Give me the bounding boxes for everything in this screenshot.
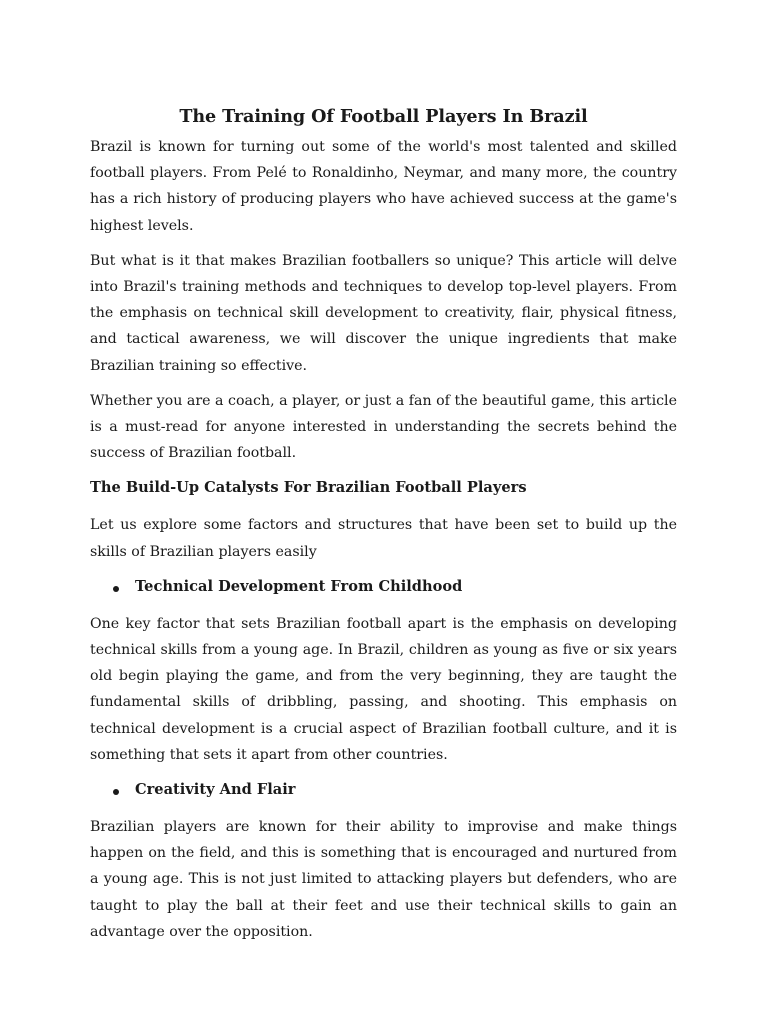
intro-paragraph-1: Brazil is known for turning out some of the world's most talented and skilled football players. From Pelé to Ronaldinho, Neymar, and many more, the country has a rich history of producing players who have achieved success at the game's highest levels. [90,139,677,234]
section-heading: The Build-Up Catalysts For Brazilian Football Players [90,479,527,497]
technical-development-paragraph: One key factor that sets Brazilian football apart is the emphasis on developing technical skills from a young age. In Brazil, children as young as five or six years old begin playing the game, and from the very beginning, they are taught the fundamental skills of dribbling, passing, and shooting. This emphasis on technical development is a crucial aspect of Brazilian football culture, and it is something that sets it apart from other countries. [90,615,677,763]
intro-paragraph-2: But what is it that makes Brazilian footballers so unique? This article will delve into Brazil's training methods and techniques to develop top-level players. From the emphasis on technical skill development to creativity, flair, physical fitness, and tactical awareness, we will discover the unique ingredients that make Brazilian training so effective. [90,252,677,374]
bullet-icon [113,789,119,795]
bullet-icon [113,586,119,592]
bullet-heading-label: Creativity And Flair [135,781,296,799]
bullet-heading-technical-development [90,574,677,600]
bullet-heading-creativity-and-flair [90,777,677,803]
bullet-heading-label: Technical Development From Childhood [135,577,463,595]
document-page [90,102,677,954]
page-title: The Training Of Football Players In Brazil [179,106,588,127]
section-intro-paragraph: Let us explore some factors and structures that have been set to build up the skills of Brazilian players easily [90,517,677,560]
intro-paragraph-3: Whether you are a coach, a player, or just a fan of the beautiful game, this article is a must-read for anyone interested in understanding the secrets behind the success of Brazilian football. [90,392,677,462]
creativity-and-flair-paragraph: Brazilian players are known for their ability to improvise and make things happen on the field, and this is something that is encouraged and nurtured from a young age. This is not just limited to attacking players but defenders, who are taught to play the ball at their feet and use their technical skills to gain an advantage over the opposition. [90,819,677,940]
